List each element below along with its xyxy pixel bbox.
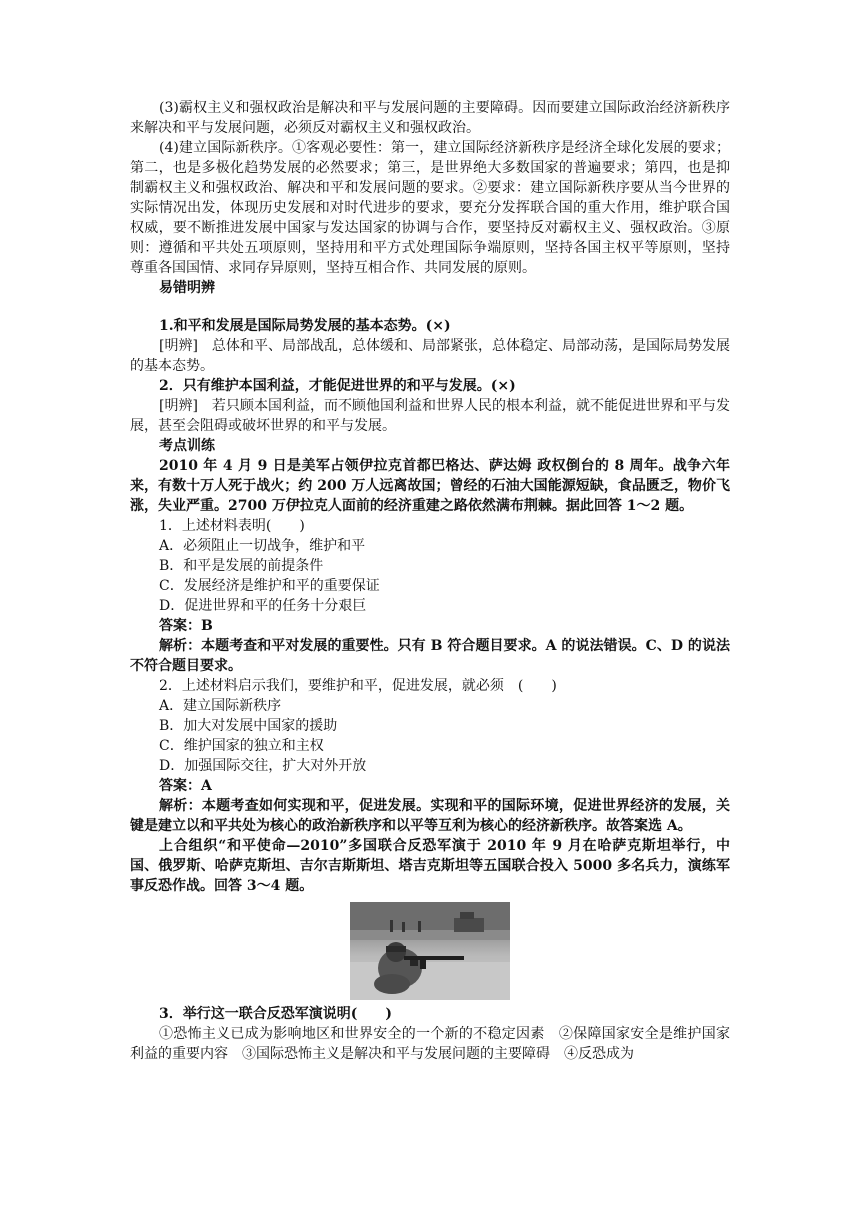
material-iraq: 2010 年 4 月 9 日是美军占领伊拉克首都巴格达、萨达姆 政权倒台的 8 周年。战争六年来，有数十万人死于战火；约 200 万人远离故国；曾经的石油大国能源短缺，食品匮乏，物价飞涨，失业严重。2700 万伊拉克人面前的经济重建之路依然满布荆棘。据此回答 1～2 题。 <box>130 458 730 514</box>
question-2-option-d: D．加强国际交往，扩大对外开放 <box>159 758 367 774</box>
question-2-option-a: A．建立国际新秩序 <box>159 698 282 714</box>
answer-1: 答案：B <box>159 618 213 634</box>
question-3: 3．举行这一联合反恐军演说明( ) <box>159 1006 392 1022</box>
heading-error-analysis: 易错明辨 <box>159 280 215 296</box>
paragraph-new-order: (4)建立国际新秩序。①客观必要性：第一，建立国际经济新秩序是经济全球化发展的要求；第二，也是多极化趋势发展的必然要求；第三，是世界绝大多数国家的普遍要求；第四，也是抑制霸权主义和强权政治、解决和平和发展问题的要求。②要求：建立国际新秩序要从当今世界的实际情况出发，体现历史发展和对时代进步的要求，要充分发挥联合国的重大作用，维护联合国权威，要不断推进发展中国家与发达国家的协调与合作，要坚持反对霸权主义、强权政治。③原则：遵循和平共处五项原则，坚持用和平方式处理国际争端原则，坚持各国主权平等原则，坚持尊重各国国情、求同存异原则，坚持互相合作、共同发展的原则。 <box>130 140 730 276</box>
photo-container <box>130 902 730 1000</box>
error-analysis-1: [明辨] 总体和平、局部战乱，总体缓和、局部紧张，总体稳定、局部动荡，是国际局势发展的基本态势。 <box>130 338 730 374</box>
error-statement-1: 1.和平和发展是国际局势发展的基本态势。(×) <box>159 318 451 334</box>
question-1-option-b: B．和平是发展的前提条件 <box>159 558 324 574</box>
soldier-photo <box>350 902 510 1000</box>
question-2-option-c: C．维护国家的独立和主权 <box>159 738 324 754</box>
document-page <box>130 98 730 1064</box>
question-2: 2．上述材料启示我们，要维护和平，促进发展，就必须 ( ) <box>159 678 557 694</box>
question-1-option-a: A．必须阻止一切战争，维护和平 <box>159 538 366 554</box>
explanation-1: 解析：本题考查和平对发展的重要性。只有 B 符合题目要求。A 的说法错误。C、D 的说法不符合题目要求。 <box>130 638 730 674</box>
explanation-2: 解析：本题考查如何实现和平，促进发展。实现和平的国际环境，促进世界经济的发展，关键是建立以和平共处为核心的政治新秩序和以平等互利为核心的经济新秩序。故答案选 A。 <box>130 798 730 834</box>
question-1-option-c: C．发展经济是维护和平的重要保证 <box>159 578 380 594</box>
question-1: 1．上述材料表明( ) <box>159 518 305 534</box>
error-statement-2: 2．只有维护本国利益，才能促进世界的和平与发展。(×) <box>159 378 516 394</box>
spacer <box>130 298 730 316</box>
error-analysis-2: [明辨] 若只顾本国利益，而不顾他国利益和世界人民的根本利益，就不能促进世界和平与发展，甚至会阻碍或破坏世界的和平与发展。 <box>130 398 730 434</box>
question-2-option-b: B．加大对发展中国家的援助 <box>159 718 338 734</box>
heading-practice: 考点训练 <box>159 438 215 454</box>
material-sco-exercise: 上合组织“和平使命—2010”多国联合反恐军演于 2010 年 9 月在哈萨克斯坦举行，中国、俄罗斯、哈萨克斯坦、吉尔吉斯斯坦、塔吉克斯坦等五国联合投入 5000 多名兵力，演练军事反恐作战。回答 3～4 题。 <box>130 838 730 894</box>
question-1-option-d: D．促进世界和平的任务十分艰巨 <box>159 598 367 614</box>
paragraph-hegemony: (3)霸权主义和强权政治是解决和平与发展问题的主要障碍。因而要建立国际政治经济新秩序来解决和平与发展问题，必须反对霸权主义和强权政治。 <box>130 100 730 136</box>
answer-2: 答案：A <box>159 778 212 794</box>
question-3-statements: ①恐怖主义已成为影响地区和世界安全的一个新的不稳定因素 ②保障国家安全是维护国家利益的重要内容 ③国际恐怖主义是解决和平与发展问题的主要障碍 ④反恐成为 <box>130 1026 730 1062</box>
